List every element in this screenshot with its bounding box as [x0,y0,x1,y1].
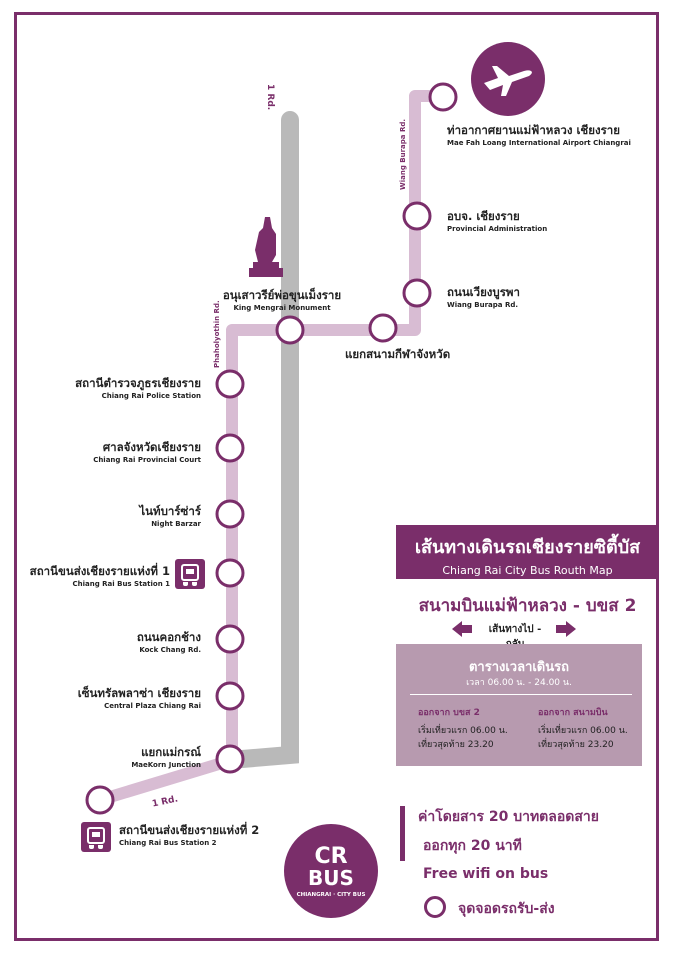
stop-central-plaza [217,683,243,709]
stop-bus-station-2 [87,787,113,813]
stop-airport [430,84,456,110]
stop-label-police: สถานีตำรวจภูธรเชียงราย Chiang Rai Police Station [75,376,201,400]
direction-indicator [452,620,576,638]
stop-label-night-bazaar: ไนท์บาร์ซ่าร์ Night Barzar [139,504,201,528]
stop-monument [277,317,303,343]
stop-bus-station-1 [217,560,243,586]
road-1-bottom-label: 1 Rd. [151,794,179,810]
stop-maekorn [217,746,243,772]
stop-legend-label: จุดจอดรถรับ-ส่ง [458,901,555,917]
frequency-text: ออกทุก 20 นาที [423,838,522,854]
stop-label-monument: อนุเสาวรีย์พ่อขุนเม็งราย King Mengrai Monument [222,288,342,312]
wifi-text: Free wifi on bus [423,866,549,882]
stop-label-bus-station-1: สถานีขนส่งเชียงรายแห่งที่ 1 Chiang Rai Bus Station 1 [29,564,170,588]
stop-label-central-plaza: เซ็นทรัลพลาซ่า เชียงราย Central Plaza Chiang Rai [77,686,201,710]
stop-label-provincial-admin: อบจ. เชียงราย Provincial Administration [447,209,548,233]
stop-court [217,435,243,461]
schedule-divider [410,694,632,695]
stop-wiang-burapa [404,280,430,306]
phaholyothin-road-label: Phaholyothin Rd. [213,300,221,368]
stop-label-maekorn: แยกแม่กรณ์ MaeKorn Junction [131,745,201,769]
stop-label-bus-station-2: สถานีขนส่งเชียงรายแห่งที่ 2 Chiang Rai Bus Station 2 [119,823,260,847]
schedule-hours: เวลา 06.00 น. - 24.00 น. [466,678,572,688]
arrow-right-icon [556,621,576,637]
schedule-from-station: ออกจาก บขส 2 เริ่มเที่ยวแรก 06.00 น. เที่ยวสุดท้าย 23.20 [418,708,508,750]
bus-icon [81,822,111,852]
stop-label-provincial-junction: แยกสนามกีฬาจังหวัด [345,347,451,361]
stop-kock-chang [217,626,243,652]
cr-bus-logo: CR BUS CHIANGRAI · CITY BUS [284,824,378,918]
stop-legend-icon [424,896,446,918]
stop-label-wiang-burapa: ถนนเวียงบูรพา Wiang Burapa Rd. [447,285,520,309]
route-name: สนามบินแม่ฟ้าหลวง - บขส 2 [418,596,637,616]
arrow-left-icon [452,621,472,637]
schedule-from-airport: ออกจาก สนามบิน เริ่มเที่ยวแรก 06.00 น. เที่ยวสุดท้าย 23.20 [538,708,628,750]
map-title-banner [396,525,659,579]
stop-night-bazaar [217,501,243,527]
stop-provincial-admin [404,203,430,229]
map-title-th: เส้นทางเดินรถเชียงรายซิตี้บัส [414,537,641,558]
bus-icon [175,559,205,589]
stop-police [217,371,243,397]
schedule-title: ตารางเวลาเดินรถ [468,660,569,675]
schedule-panel [396,644,642,766]
info-accent-bar [400,806,405,861]
road-1-label: 1 Rd. [265,84,275,111]
statue-icon [249,217,283,277]
stop-label-kock-chang: ถนนคอกช้าง Kock Chang Rd. [136,630,201,654]
stop-provincial-junction [370,315,396,341]
stop-label-court: ศาลจังหวัดเชียงราย Chiang Rai Provincial Court [93,440,201,464]
stop-label-airport: ท่าอากาศยานแม่ฟ้าหลวง เชียงราย Mae Fah Loang International Airport Chiangrai [447,123,631,147]
fare-text: ค่าโดยสาร 20 บาทตลอดสาย [418,809,599,825]
direction-label: เส้นทางไป - [488,624,542,635]
wiang-burapa-road-label: Wiang Burapa Rd. [399,118,407,190]
map-title-en: Chiang Rai City Bus Routh Map [442,564,613,577]
